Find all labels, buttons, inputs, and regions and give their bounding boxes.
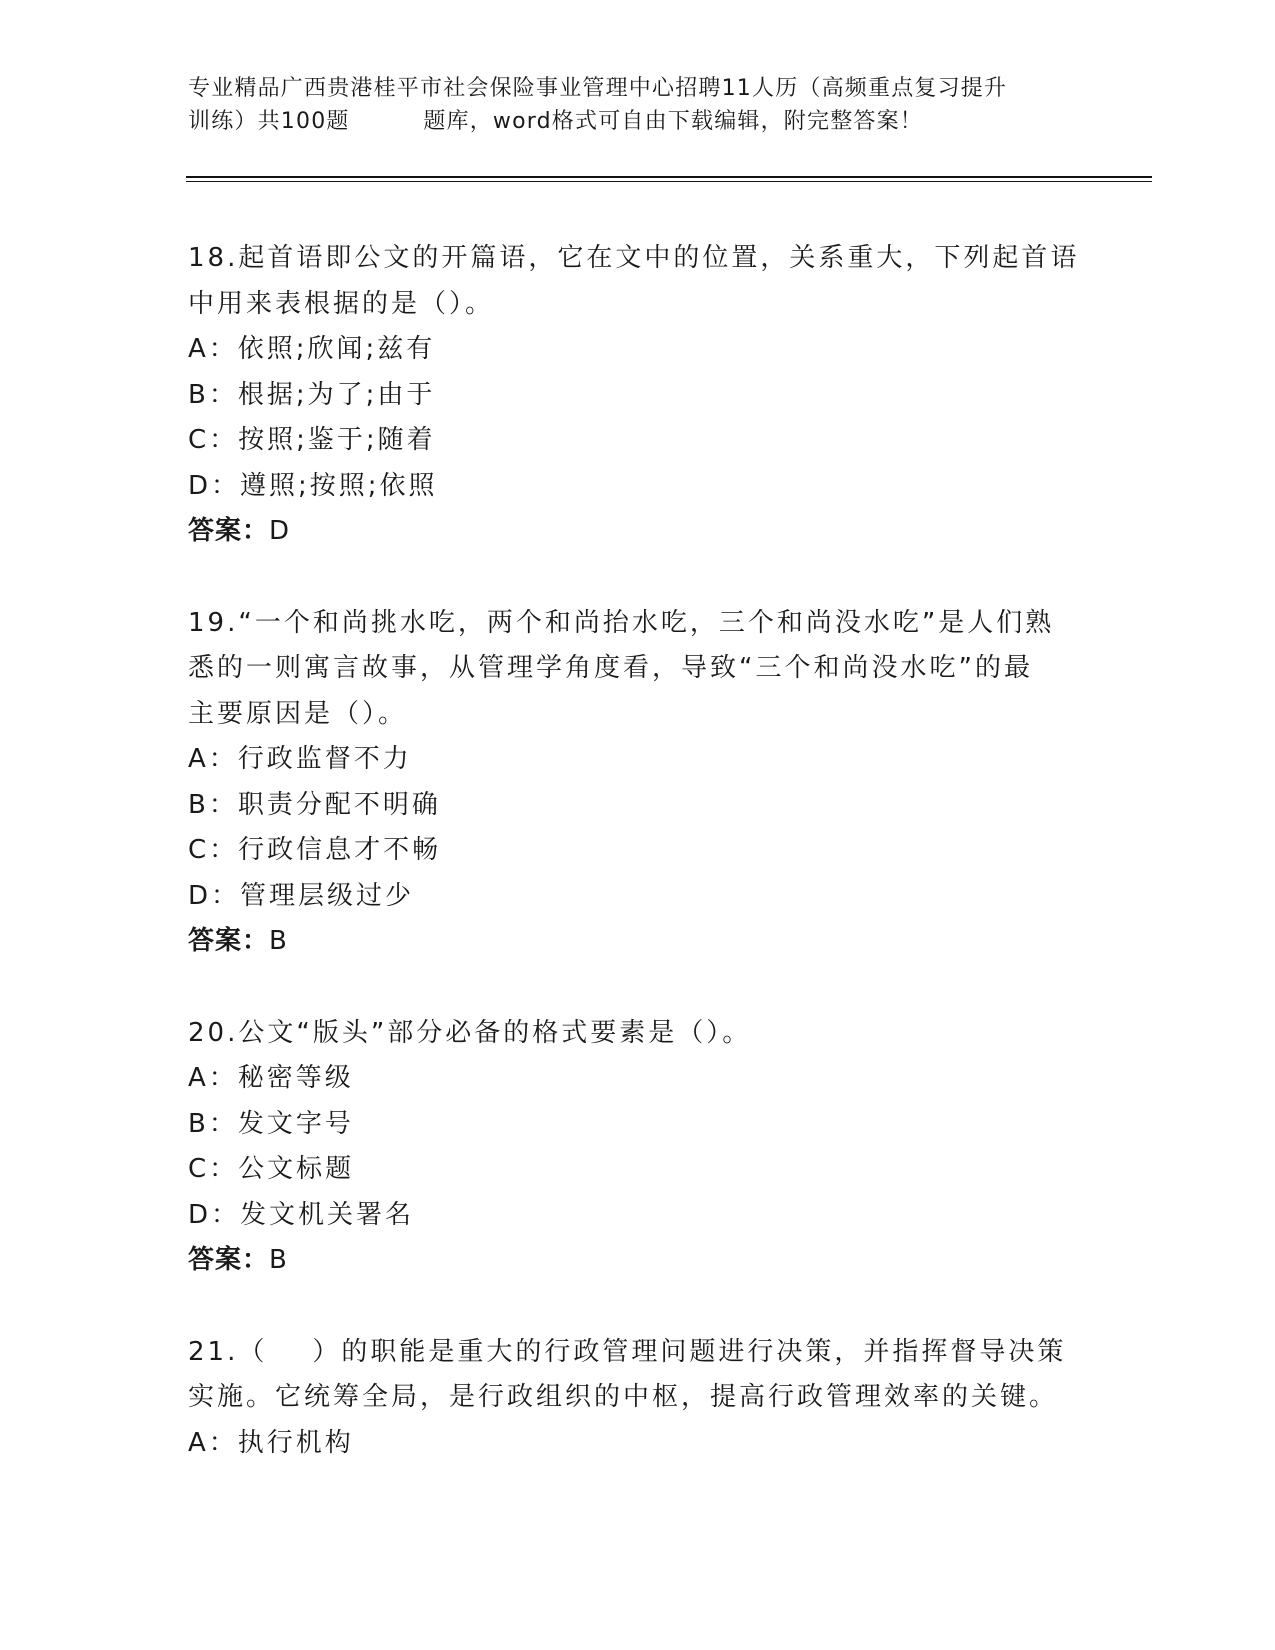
option-b: B：发文字号 (188, 1108, 354, 1139)
answer-value: D (269, 516, 291, 546)
answer-line (188, 509, 1088, 555)
question-20 (188, 1011, 1088, 1284)
option-a: A：行政监督不力 (188, 744, 412, 774)
option-d: D：管理层级过少 (188, 880, 415, 911)
header-divider-thin (186, 181, 1152, 182)
option-b: B：职责分配不明确 (188, 789, 441, 820)
answer-label: 答案： (188, 1245, 270, 1275)
answer-value: B (269, 926, 288, 956)
question-text-line: 18.起首语即公文的开篇语，它在文中的位置，关系重大，下列起首语 (188, 243, 1080, 273)
option-a: A：依照;欣闻;兹有 (188, 334, 436, 364)
question-18 (188, 236, 1088, 555)
answer-value: B (269, 1245, 288, 1275)
question-19 (188, 601, 1088, 965)
question-text-line: 实施。它统筹全局，是行政组织的中枢，提高行政管理效率的关键。 (188, 1382, 1059, 1412)
option-c: C：按照;鉴于;随着 (188, 425, 436, 455)
answer-label: 答案： (188, 926, 270, 956)
question-text-line: 20.公文“版头”部分必备的格式要素是（）。 (188, 1017, 752, 1048)
header-line-2: 训练）共100题 题库，word格式可自由下载编辑，附完整答案！ (188, 109, 924, 134)
question-text-line: 中用来表根据的是（）。 (188, 288, 495, 319)
header-divider-thick (186, 176, 1152, 178)
option-b: B：根据;为了;由于 (188, 379, 436, 410)
answer-line (188, 1238, 1088, 1284)
option-a: A：秘密等级 (188, 1063, 354, 1093)
answer-line (188, 919, 1088, 965)
question-text-line: 21.（ ）的职能是重大的行政管理问题进行决策，并指挥督导决策 (188, 1336, 1067, 1367)
question-list (188, 236, 1088, 1512)
option-c: C：行政信息才不畅 (188, 835, 442, 865)
answer-label: 答案： (188, 516, 270, 546)
document-header (188, 72, 1088, 138)
question-text-line: 悉的一则寓言故事，从管理学角度看，导致“三个和尚没水吃”的最 (188, 653, 1033, 683)
option-a: A：执行机构 (188, 1427, 354, 1458)
option-c: C：公文标题 (188, 1154, 355, 1184)
question-21 (188, 1330, 1088, 1467)
option-d: D：发文机关署名 (188, 1199, 415, 1230)
question-text-line: 主要原因是（）。 (188, 698, 408, 729)
option-d: D：遵照;按照;依照 (188, 470, 438, 501)
question-text-line: 19.“一个和尚挑水吃，两个和尚抬水吃，三个和尚没水吃”是人们熟 (188, 607, 1055, 638)
header-line-1: 专业精品广西贵港桂平市社会保险事业管理中心招聘11人历（高频重点复习提升 (188, 76, 1008, 101)
